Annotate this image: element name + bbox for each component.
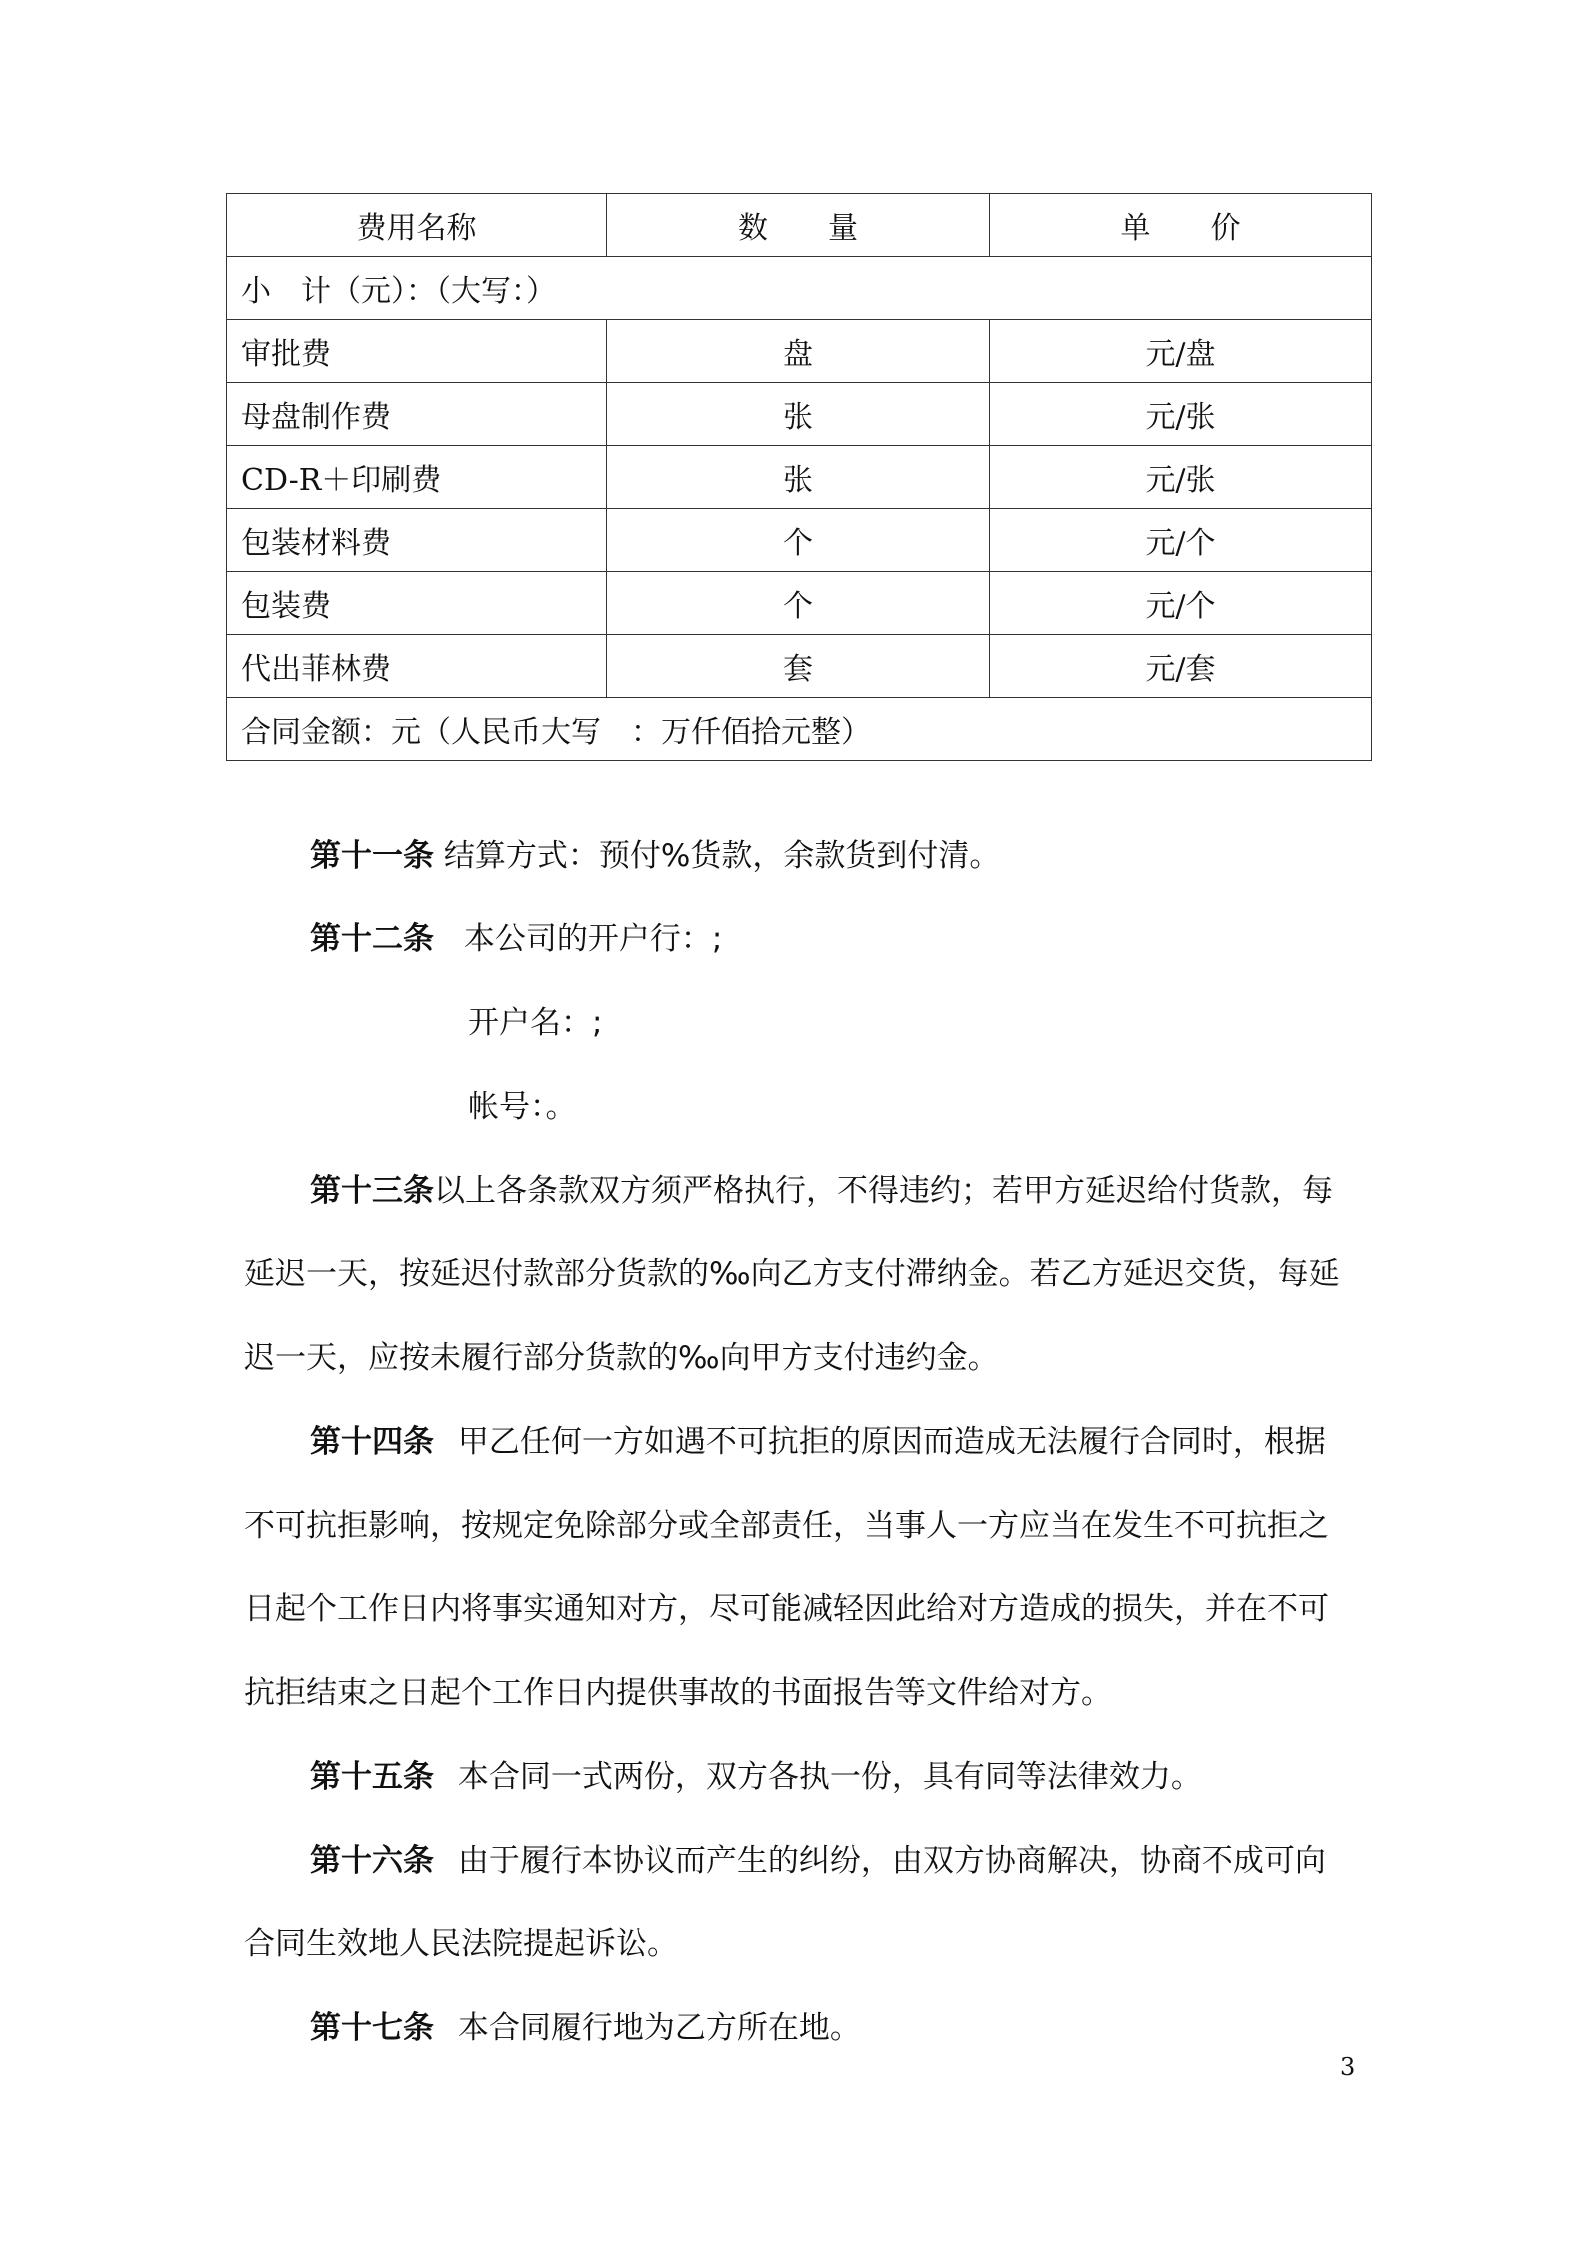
fee-name-cell: CD-R＋印刷费 bbox=[227, 446, 607, 509]
article-14-line-2: 不可抗拒影响，按规定免除部分或全部责任，当事人一方应当在发生不可抗拒之 bbox=[244, 1508, 1329, 1544]
article-label: 第十一条 bbox=[310, 838, 434, 874]
article-label: 第十六条 bbox=[310, 1843, 434, 1879]
article-label: 第十七条 bbox=[310, 2010, 434, 2046]
quantity-cell: 张 bbox=[607, 446, 990, 509]
article-11 bbox=[310, 830, 1000, 875]
article-13-line-1 bbox=[310, 1165, 1333, 1210]
article-14-line-4: 抗拒结束之日起个工作日内提供事故的书面报告等文件给对方。 bbox=[244, 1675, 1112, 1711]
fee-name-cell: 包装费 bbox=[227, 572, 607, 635]
article-label: 第十二条 bbox=[310, 921, 434, 957]
price-cell: 元/张 bbox=[990, 383, 1372, 446]
article-14-line-1 bbox=[310, 1416, 1326, 1461]
contract-total-cell: 合同金额：元（人民币大写 ：万仟佰拾元整） bbox=[227, 698, 1372, 761]
quantity-cell: 个 bbox=[607, 572, 990, 635]
article-text: 结算方式：预付%货款，余款货到付清。 bbox=[443, 838, 1001, 874]
article-text: 甲乙任何一方如遇不可抗拒的原因而造成无法履行合同时，根据 bbox=[457, 1424, 1326, 1460]
account-number-line: 帐号：。 bbox=[468, 1089, 577, 1125]
header-fee-name: 费用名称 bbox=[227, 194, 607, 257]
article-text: 本公司的开户行：; bbox=[463, 921, 723, 957]
article-text: 本合同履行地为乙方所在地。 bbox=[457, 2010, 861, 2046]
fee-table bbox=[226, 193, 1372, 761]
article-15 bbox=[310, 1751, 1202, 1796]
price-cell: 元/盘 bbox=[990, 320, 1372, 383]
fee-name-cell: 母盘制作费 bbox=[227, 383, 607, 446]
subtotal-cell: 小 计（元）：（大写：） bbox=[227, 257, 1372, 320]
article-16-line-2: 合同生效地人民法院提起诉讼。 bbox=[244, 1926, 678, 1962]
table-header-row bbox=[227, 194, 1372, 257]
quantity-cell: 张 bbox=[607, 383, 990, 446]
article-text: 本合同一式两份，双方各执一份，具有同等法律效力。 bbox=[457, 1759, 1202, 1795]
table-row bbox=[227, 383, 1372, 446]
article-13-line-2: 延迟一天，按延迟付款部分货款的‰向乙方支付滞纳金。若乙方延迟交货，每延 bbox=[244, 1256, 1340, 1292]
table-row bbox=[227, 635, 1372, 698]
table-row bbox=[227, 446, 1372, 509]
quantity-cell: 个 bbox=[607, 509, 990, 572]
fee-name-cell: 代出菲林费 bbox=[227, 635, 607, 698]
article-16-line-1 bbox=[310, 1835, 1326, 1880]
price-cell: 元/套 bbox=[990, 635, 1372, 698]
article-text: 以上各条款双方须严格执行，不得违约；若甲方延迟给付货款，每 bbox=[434, 1173, 1333, 1209]
account-name-line: 开户名：; bbox=[468, 1005, 603, 1041]
article-14-line-3: 日起个工作日内将事实通知对方，尽可能减轻因此给对方造成的损失，并在不可 bbox=[244, 1591, 1329, 1627]
header-unit-price: 单 价 bbox=[990, 194, 1372, 257]
fee-name-cell: 审批费 bbox=[227, 320, 607, 383]
fee-name-cell: 包装材料费 bbox=[227, 509, 607, 572]
article-label: 第十五条 bbox=[310, 1759, 434, 1795]
table-row bbox=[227, 572, 1372, 635]
quantity-cell: 套 bbox=[607, 635, 990, 698]
header-quantity: 数 量 bbox=[607, 194, 990, 257]
page-number: 3 bbox=[1340, 2053, 1356, 2081]
subtotal-row bbox=[227, 257, 1372, 320]
quantity-cell: 盘 bbox=[607, 320, 990, 383]
article-13-line-3: 迟一天，应按未履行部分货款的‰向甲方支付违约金。 bbox=[244, 1340, 999, 1376]
price-cell: 元/个 bbox=[990, 509, 1372, 572]
table-row bbox=[227, 509, 1372, 572]
article-text: 由于履行本协议而产生的纠纷，由双方协商解决，协商不成可向 bbox=[457, 1843, 1326, 1879]
article-17 bbox=[310, 2002, 861, 2047]
total-row bbox=[227, 698, 1372, 761]
table-row bbox=[227, 320, 1372, 383]
price-cell: 元/个 bbox=[990, 572, 1372, 635]
article-12 bbox=[310, 913, 722, 958]
article-label: 第十四条 bbox=[310, 1424, 434, 1460]
price-cell: 元/张 bbox=[990, 446, 1372, 509]
article-label: 第十三条 bbox=[310, 1173, 434, 1209]
